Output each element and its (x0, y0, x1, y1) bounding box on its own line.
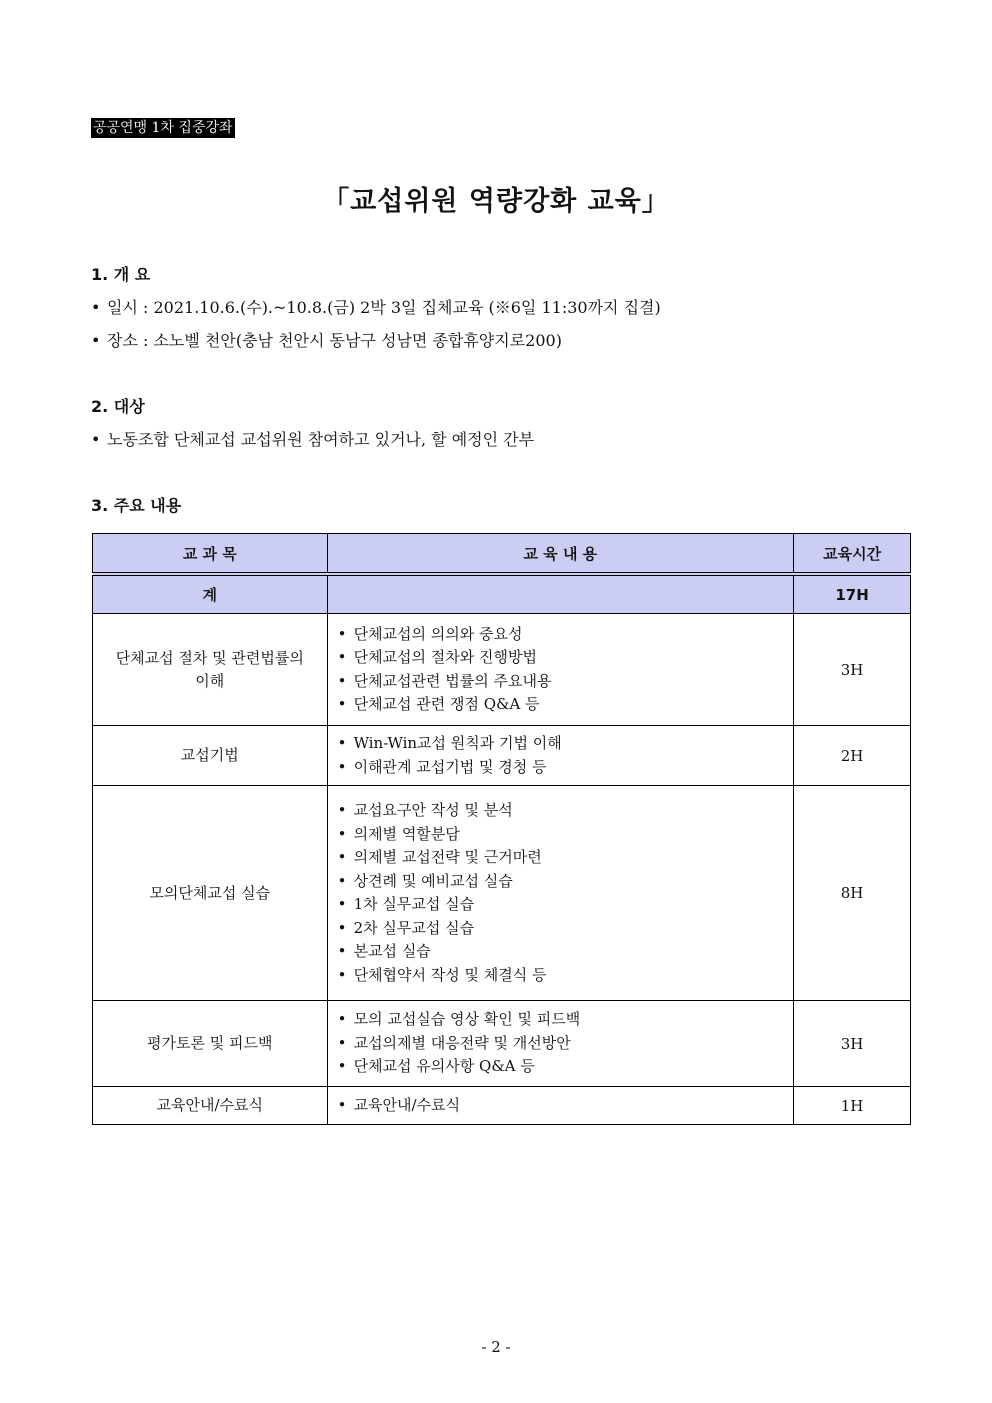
target-item (91, 429, 534, 451)
table-total-row (93, 574, 911, 614)
content-item: • 상견례 및 예비교섭 실습 (338, 870, 794, 894)
total-content (327, 574, 794, 614)
section-heading-contents: 3. 주요 내용 (91, 496, 182, 515)
overview-place-item (91, 330, 562, 352)
content-item: • 단체교섭의 절차와 진행방법 (338, 646, 794, 670)
header-hours: 교육시간 (794, 534, 911, 575)
table-row (93, 614, 911, 726)
row-subject-line: 교섭기법 (180, 746, 239, 764)
row-subject-line: 모의단체교섭 실습 (149, 883, 271, 902)
overview-date-item (91, 297, 661, 319)
row-content (327, 1087, 794, 1125)
row-content (327, 786, 794, 1001)
target-text: 노동조합 단체교섭 교섭위원 참여하고 있거나, 할 예정인 간부 (107, 430, 535, 449)
content-item: • 교육안내/수료식 (338, 1094, 794, 1118)
row-content (327, 1001, 794, 1087)
row-subject (93, 614, 328, 726)
row-content (327, 726, 794, 786)
document-title: 「교섭위원 역량강화 교육」 (322, 186, 670, 217)
content-item: • 교섭의제별 대응전략 및 개선방안 (338, 1032, 794, 1056)
bullet-icon: • (91, 331, 101, 350)
table-row (93, 726, 911, 786)
bullet-icon: • (91, 298, 101, 317)
bullet-icon: • (91, 430, 101, 449)
content-item: • 의제별 역할분담 (338, 823, 794, 847)
row-subject (93, 726, 328, 786)
content-item: • 본교섭 실습 (338, 940, 794, 964)
total-hours: 17H (794, 574, 911, 614)
content-item: • 2차 실무교섭 실습 (338, 917, 794, 941)
content-item: • 이해관계 교섭기법 및 경청 등 (338, 756, 794, 780)
overview-date-text: 일시 : 2021.10.6.(수).~10.8.(금) 2박 3일 집체교육 (※6일 11:30까지 집결) (107, 298, 661, 317)
curriculum-table (92, 533, 911, 1125)
row-hours: 3H (794, 614, 911, 726)
content-item: • 의제별 교섭전략 및 근거마련 (338, 846, 794, 870)
row-subject (93, 1087, 328, 1125)
page-number: - 2 - (481, 1338, 511, 1356)
content-item: • 모의 교섭실습 영상 확인 및 피드백 (338, 1008, 794, 1032)
row-hours: 8H (794, 786, 911, 1001)
table-row (93, 1087, 911, 1125)
row-hours: 2H (794, 726, 911, 786)
header-content: 교 육 내 용 (327, 534, 794, 575)
section-heading-overview: 1. 개 요 (91, 265, 151, 284)
content-item: • 1차 실무교섭 실습 (338, 893, 794, 917)
row-content (327, 614, 794, 726)
row-subject-line: 교육안내/수료식 (156, 1096, 264, 1114)
table-header-row (93, 534, 911, 575)
row-subject-line: 단체교섭 절차 및 관련법률의 (115, 648, 304, 667)
table-row (93, 786, 911, 1001)
section-heading-target: 2. 대상 (91, 397, 145, 416)
content-item: • 단체교섭 유의사항 Q&A 등 (338, 1055, 794, 1079)
table-row (93, 1001, 911, 1087)
row-hours: 1H (794, 1087, 911, 1125)
row-hours: 3H (794, 1001, 911, 1087)
row-subject-line: 이해 (195, 671, 225, 690)
content-item: • Win-Win교섭 원칙과 기법 이해 (338, 732, 794, 756)
content-item: • 단체교섭의 의의와 중요성 (338, 623, 794, 647)
row-subject (93, 786, 328, 1001)
content-item: • 단체교섭관련 법률의 주요내용 (338, 670, 794, 694)
header-tag: 공공연맹 1차 집중강좌 (93, 120, 233, 136)
content-item: • 단체교섭 관련 쟁점 Q&A 등 (338, 693, 794, 717)
overview-place-text: 장소 : 소노벨 천안(충남 천안시 동남구 성남면 종합휴양지로200) (107, 331, 562, 350)
content-item: • 단체협약서 작성 및 체결식 등 (338, 964, 794, 988)
content-item: • 교섭요구안 작성 및 분석 (338, 799, 794, 823)
row-subject (93, 1001, 328, 1087)
row-subject-line: 평가토론 및 피드백 (147, 1034, 273, 1052)
total-label: 계 (93, 574, 328, 614)
header-subject: 교 과 목 (93, 534, 328, 575)
